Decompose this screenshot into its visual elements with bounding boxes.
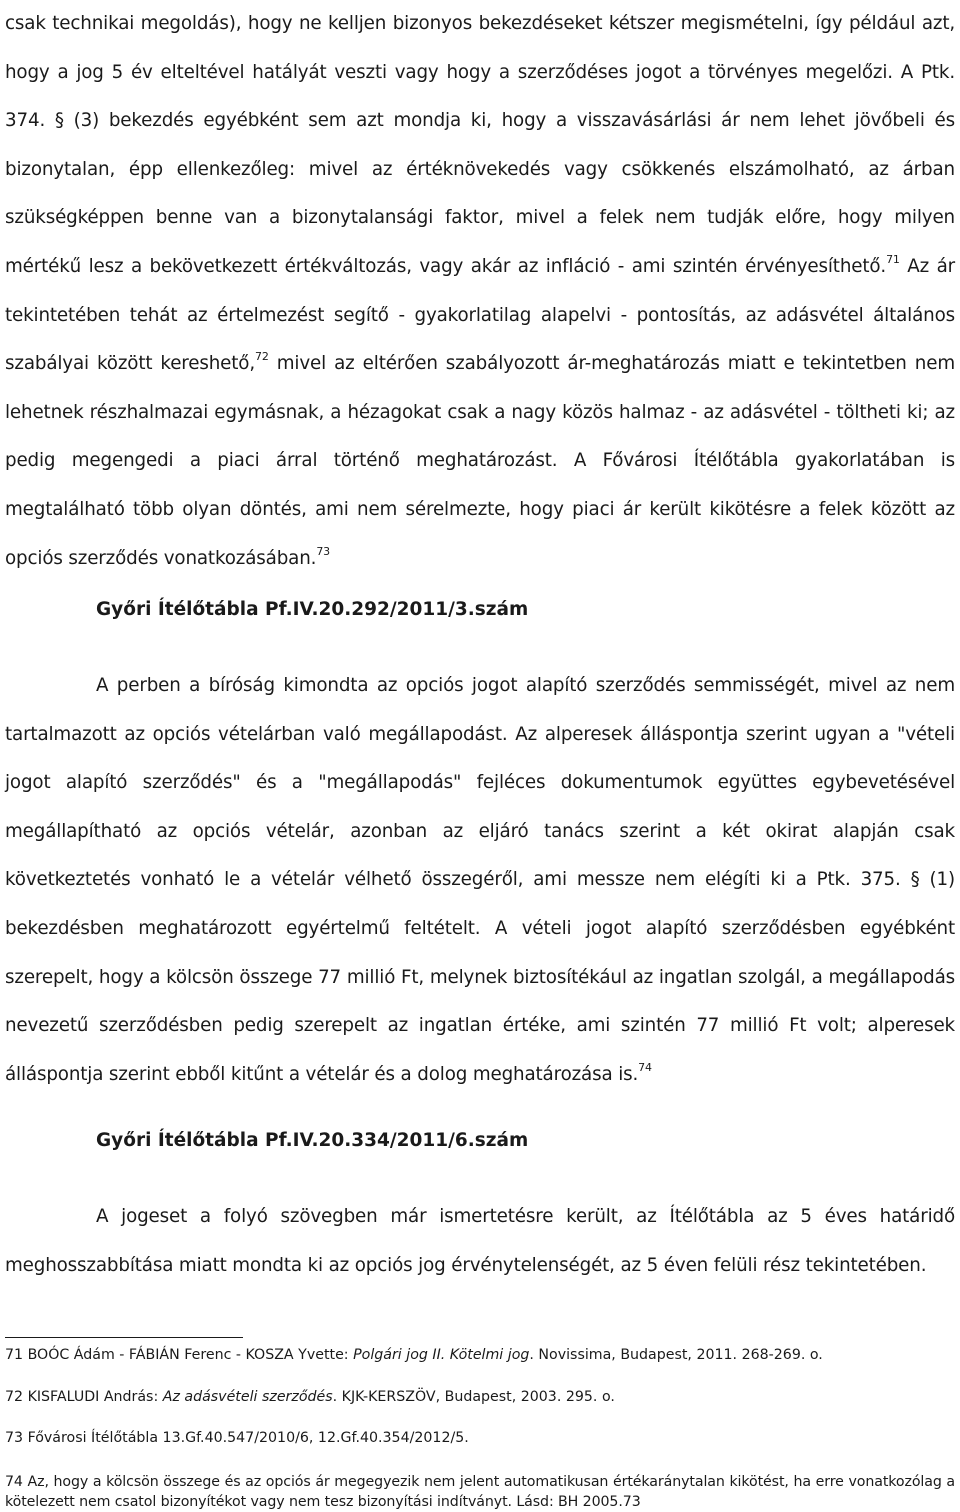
paragraph-text: csak technikai megoldás), hogy ne kelljen bizonyos bekezdéseket kétszer megismételni, így például azt, hogy a jog 5 év elteltével hatályát veszti vagy hogy a szerződéses jogot a törvényes megelőzi. A Ptk. 374. § (3) bekezdés egyébként sem azt mondja ki, hogy a visszavásárlási ár nem lehet jövőbeli és bizonytalan, épp ellenkezőleg: mivel az értéknövekedés vagy csökkenés elszámolható, az árban szükségképpen benne van a bizonytalansági faktor, mivel a felek nem tudják előre, hogy milyen mértékű lesz a bekövetkezett értékváltozás, vagy akár az infláció - ami szintén érvényesíthető. bbox=[5, 13, 955, 277]
case-heading-2: Győri Ítélőtábla Pf.IV.20.334/2011/6.szám bbox=[96, 1130, 529, 1151]
footnote-title: Az adásvételi szerződés bbox=[162, 1389, 333, 1405]
footnote-74: 74 Az, hogy a kölcsön összege és az opciós ár megegyezik nem jelent automatikusan értékaránytalan kikötést, ha erre vonatkozólag a kötelezett nem csatol bizonyítékot vagy nem tesz bizonyítási indítványt. Lásd: BH 2005.73 bbox=[5, 1474, 955, 1510]
footnote-text: 72 KISFALUDI András: bbox=[5, 1389, 163, 1405]
footnote-ref-71[interactable]: 71 bbox=[886, 252, 900, 266]
body-paragraph-2 bbox=[5, 662, 955, 1099]
footnote-text: . Novissima, Budapest, 2011. 268-269. o. bbox=[529, 1347, 823, 1363]
body-paragraph-1 bbox=[5, 0, 955, 583]
paragraph-text: mivel az eltérően szabályozott ár-meghatározás miatt e tekintetben nem lehetnek részhalmazai egymásnak, a hézagokat csak a nagy közös halmaz - az adásvétel - töltheti ki; az pedig megengedi a piaci árral történő meghatározást. A Fővárosi Ítélőtábla gyakorlatában is megtalálható több olyan döntés, ami nem sérelmezte, hogy piaci ár került kikötésre a felek között az opciós szerződés vonatkozásában. bbox=[5, 353, 955, 569]
case-heading-1: Győri Ítélőtábla Pf.IV.20.292/2011/3.szám bbox=[96, 599, 529, 620]
footnote-71 bbox=[5, 1347, 823, 1363]
paragraph-text: Az ár tekintetében tehát az értelmezést segítő - gyakorlatilag alapelvi - pontosítás, az adásvétel általános szabályai között kereshető, bbox=[5, 255, 955, 375]
paragraph-text: A perben a bíróság kimondta az opciós jogot alapító szerződés semmisségét, mivel az nem tartalmazott az opciós vételárban való megállapodást. Az alperesek álláspontja szerint ugyan a "vételi jogot alapító szerződés" és a "megállapodás" fejléces dokumentumok együttes egybevetésével megállapítható az opciós vételár, azonban az eljáró tanács szerint a két okirat alapján csak következtetés vonható le a vételár vélhető összegéről, ami messze nem elégíti ki a Ptk. 375. § (1) bekezdésben meghatározott egyértelmű feltételt. A vételi jogot alapító szerződésben egyébként szerepelt, hogy a kölcsön összege 77 millió Ft, melynek biztosítékául az ingatlan szolgál, a megállapodás nevezetű szerződésben pedig szerepelt az ingatlan értéke, ami szintén 77 millió Ft volt; alperesek álláspontja szerint ebből kitűnt a vételár és a dolog meghatározása is. bbox=[5, 675, 955, 1085]
footnote-ref-72[interactable]: 72 bbox=[255, 350, 269, 364]
footnote-ref-74[interactable]: 74 bbox=[638, 1060, 652, 1074]
footnote-73: 73 Fővárosi Ítélőtábla 13.Gf.40.547/2010/6, 12.Gf.40.354/2012/5. bbox=[5, 1430, 469, 1446]
footnote-title: Polgári jog II. Kötelmi jog bbox=[353, 1347, 530, 1363]
footnote-text: . KJK-KERSZÖV, Budapest, 2003. 295. o. bbox=[332, 1389, 615, 1405]
footnote-72 bbox=[5, 1389, 615, 1405]
footnote-separator bbox=[5, 1337, 243, 1338]
footnote-text: 71 BOÓC Ádám - FÁBIÁN Ferenc - KOSZA Yvette: bbox=[5, 1347, 354, 1363]
body-paragraph-3: A jogeset a folyó szövegben már ismertetésre került, az Ítélőtábla az 5 éves határidő meghosszabbítása miatt mondta ki az opciós jog érvénytelenségét, az 5 éven felüli rész tekintetében. bbox=[5, 1206, 955, 1276]
footnote-ref-73[interactable]: 73 bbox=[316, 544, 331, 558]
